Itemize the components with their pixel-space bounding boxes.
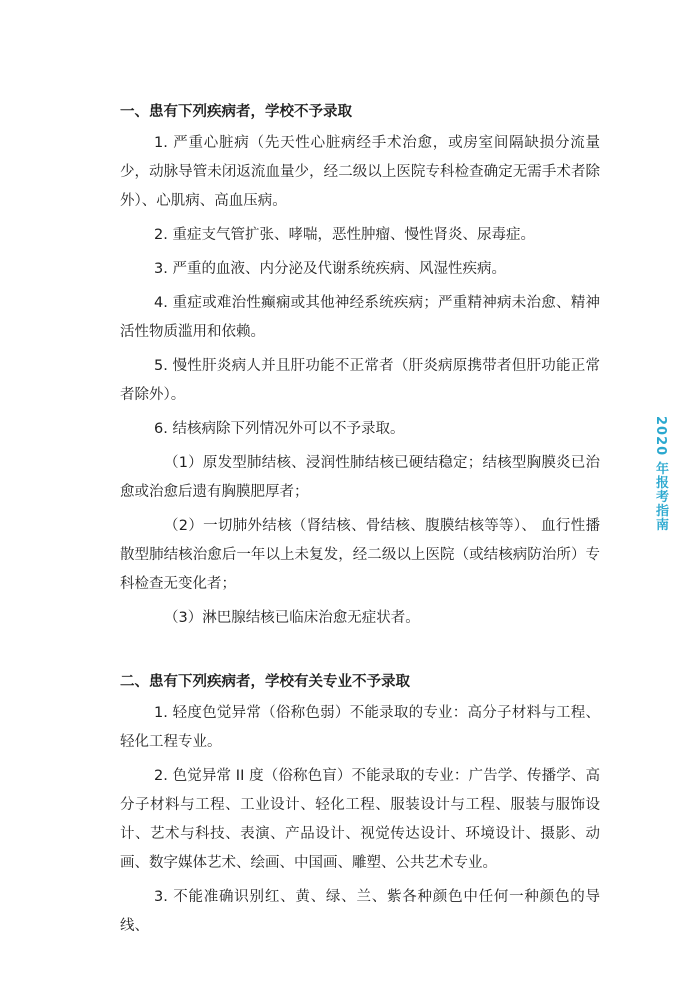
paragraph: 3. 严重的血液、内分泌及代谢系统疾病、风湿性疾病。 bbox=[154, 261, 506, 277]
section-spacer bbox=[120, 638, 600, 670]
sub-paragraph: （2）一切肺外结核（肾结核、骨结核、腹膜结核等等）、 血行性播散型肺结核治愈后一年以上未复发，经二级以上医院（或结核病防治所）专科检查无变化者； bbox=[120, 518, 600, 592]
paragraph: 2. 重症支气管扩张、哮喘，恶性肿瘤、慢性肾炎、尿毒症。 bbox=[154, 227, 535, 243]
paragraph: 4. 重症或难治性癫痫或其他神经系统疾病；严重精神病未治愈、精神活性物质滥用和依赖。 bbox=[120, 295, 600, 340]
paragraph: 3. 不能准确识别红、黄、绿、兰、紫各种颜色中任何一种颜色的导线、 bbox=[120, 889, 600, 934]
sub-paragraph: （1）原发型肺结核、浸润性肺结核已硬结稳定；结核型胸膜炎已治愈或治愈后遗有胸膜肥厚者； bbox=[120, 455, 600, 500]
section-heading: 一、患有下列疾病者，学校不予录取 bbox=[120, 104, 352, 120]
paragraph: 6. 结核病除下列情况外可以不予录取。 bbox=[154, 421, 405, 437]
paragraph: 1. 严重心脏病（先天性心脏病经手术治愈，或房室间隔缺损分流量少，动脉导管未闭返流血量少，经二级以上医院专科检查确定无需手术者除外）、心肌病、高血压病。 bbox=[120, 135, 600, 209]
section-heading: 二、患有下列疾病者，学校有关专业不予录取 bbox=[120, 674, 410, 690]
paragraph: 1. 轻度色觉异常（俗称色弱）不能录取的专业：高分子材料与工程、轻化工程专业。 bbox=[120, 705, 600, 750]
paragraph: 5. 慢性肝炎病人并且肝功能不正常者（肝炎病原携带者但肝功能正常者除外）。 bbox=[120, 358, 600, 403]
sub-paragraph: （3）淋巴腺结核已临床治愈无症状者。 bbox=[164, 610, 420, 626]
document-body bbox=[120, 100, 600, 946]
side-guide-label: 2020 年报考指南 bbox=[653, 416, 668, 532]
paragraph: 2. 色觉异常 II 度（俗称色盲）不能录取的专业：广告学、传播学、高分子材料与工程、工业设计、轻化工程、服装设计与工程、服装与服饰设计、艺术与科技、表演、产品设计、视觉传达设计、环境设计、摄影、动画、数字媒体艺术、绘画、中国画、雕塑、公共艺术专业。 bbox=[120, 768, 600, 871]
